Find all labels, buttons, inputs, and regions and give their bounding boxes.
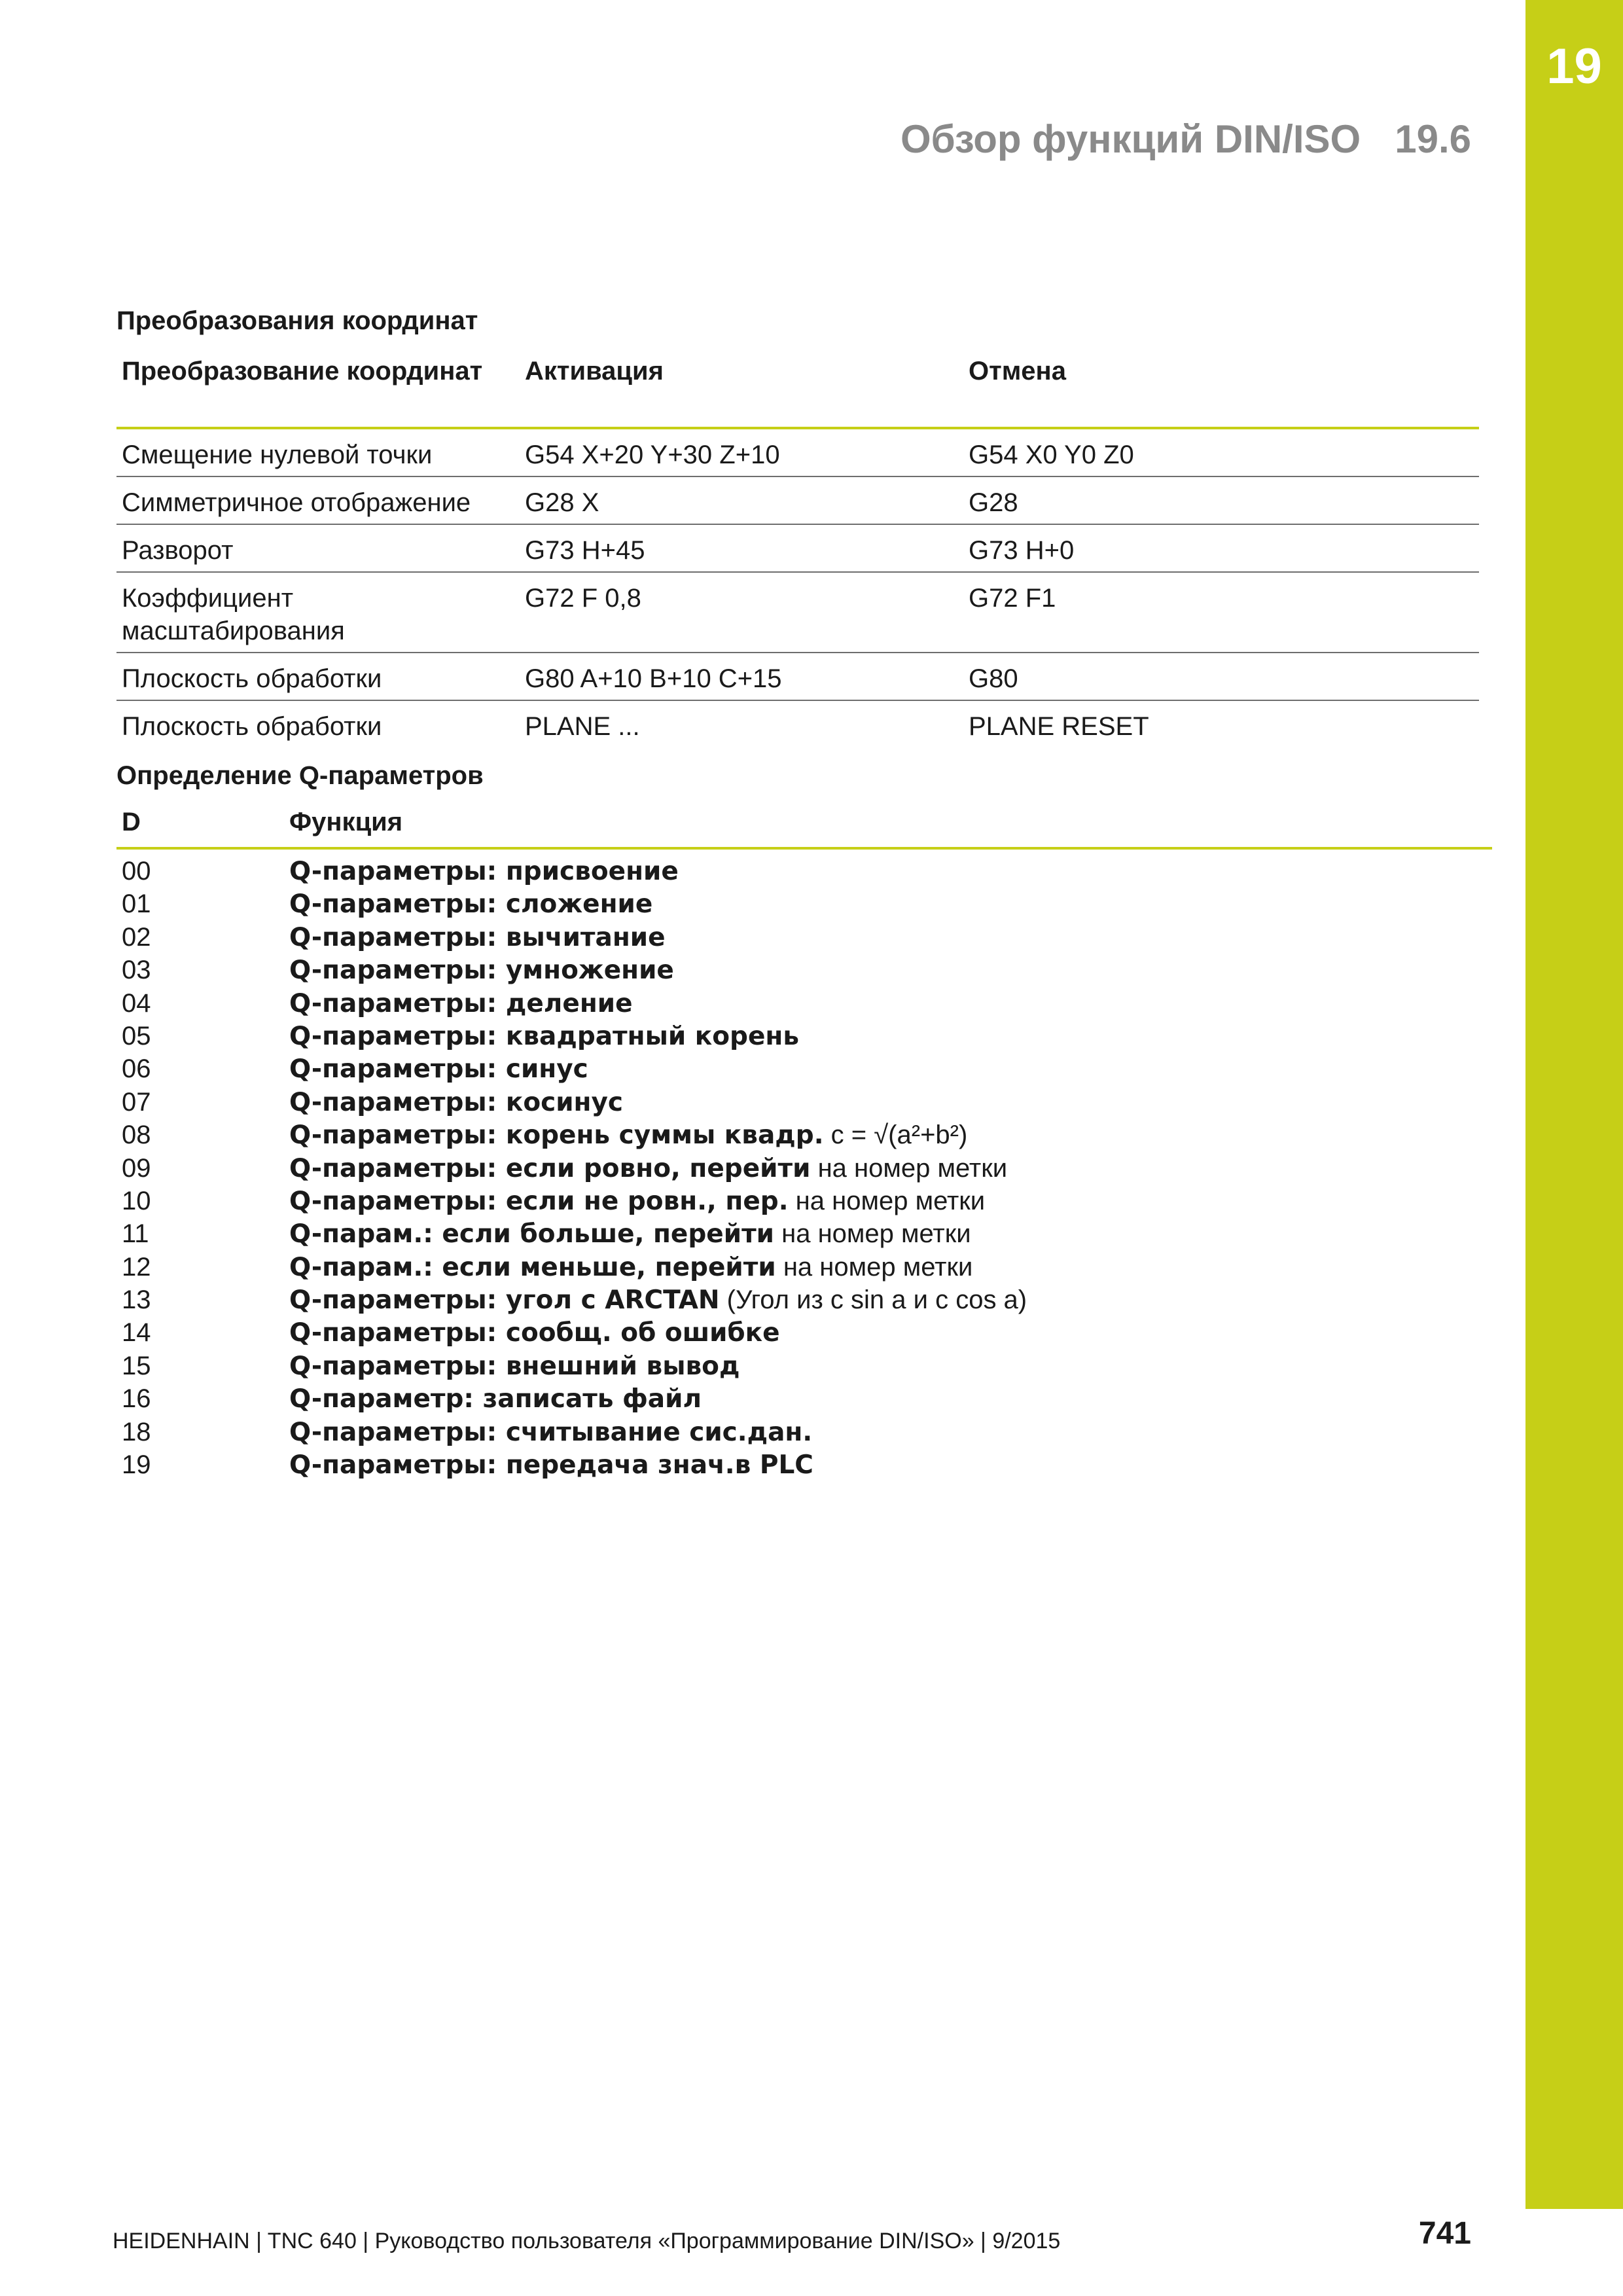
transform-cancel: G73 H+0 [969,536,1075,565]
list-item [116,1217,1492,1250]
q-param-function [289,1448,813,1482]
q-param-function [289,987,633,1020]
q-param-function [289,921,666,954]
q-param-code: 15 [122,1351,151,1380]
q-param-code: 12 [122,1252,151,1282]
q-params-heading: Определение Q-параметров [116,761,484,790]
transform-cancel: G28 [969,488,1018,517]
q-param-function-name: Q-параметры: косинус [289,1087,624,1117]
column-header-d: D [122,808,141,836]
q-param-code: 03 [122,956,151,985]
list-item [116,1020,1492,1052]
q-param-function-name: Q-парам.: если меньше, перейти [289,1252,776,1282]
transform-name: Симметричное отображение [122,488,471,517]
transform-cancel: PLANE RESET [969,712,1149,741]
q-param-code: 18 [122,1417,151,1446]
q-params-list [116,855,1492,1481]
transform-cancel: G80 [969,664,1018,693]
table-row [116,573,1479,653]
chapter-number: 19 [1546,39,1602,94]
column-header-transform: Преобразование координат [122,357,483,386]
q-param-function-name: Q-параметр: записать файл [289,1384,702,1414]
transform-activation: G28 X [525,488,599,517]
q-param-function [289,1217,971,1251]
list-item [116,1251,1492,1283]
q-param-code: 16 [122,1384,151,1414]
q-param-code: 14 [122,1318,151,1348]
transform-name: Плоскость обработки [122,664,382,693]
list-item [116,1382,1492,1415]
q-param-function-name: Q-параметры: сложение [289,889,653,920]
q-param-function-detail: на номер метки [783,1252,973,1282]
page-number: 741 [1418,2216,1471,2251]
transform-name: Коэффициент масштабирования [122,584,345,645]
q-param-code: 06 [122,1054,151,1084]
table-row [116,429,1479,477]
q-param-function [289,1382,702,1416]
q-param-function-name: Q-параметры: деление [289,988,633,1018]
q-param-function [289,888,652,921]
q-param-code: 04 [122,988,151,1018]
q-param-function [289,1251,972,1284]
q-param-function-detail: на номер метки [795,1186,986,1215]
transform-activation: G54 X+20 Y+30 Z+10 [525,440,780,469]
q-param-function-name: Q-параметры: вычитание [289,922,666,952]
transform-name: Разворот [122,536,234,565]
column-header-cancel: Отмена [969,357,1066,386]
q-param-function-name: Q-параметры: если не ровн., пер. [289,1186,789,1216]
list-item [116,1448,1492,1481]
list-item [116,1416,1492,1448]
q-param-code: 11 [122,1219,149,1249]
q-param-function-detail: на номер метки [817,1153,1008,1183]
q-param-code: 01 [122,889,151,919]
q-param-function [289,1185,985,1218]
q-param-function [289,1052,588,1086]
q-param-function-name: Q-параметры: внешний вывод [289,1351,740,1381]
list-item [116,954,1492,986]
header-title: Обзор функций DIN/ISO [900,117,1361,161]
coord-transform-table [116,348,1479,747]
transform-activation: G72 F 0,8 [525,584,641,613]
q-param-code: 13 [122,1285,151,1315]
q-param-function [289,1152,1007,1185]
table-header-row [116,348,1479,429]
q-param-code: 09 [122,1153,151,1183]
list-item [116,1119,1492,1151]
q-param-code: 05 [122,1021,151,1050]
q-param-function [289,1119,967,1152]
q-param-function-name: Q-парам.: если больше, перейти [289,1219,774,1249]
q-param-function [289,954,674,987]
table-row [116,477,1479,525]
list-item [116,855,1492,888]
table-row [116,653,1479,701]
q-param-function [289,855,679,888]
q-param-function-name: Q-параметры: присвоение [289,857,679,886]
list-item [116,1350,1492,1382]
list-item [116,888,1492,920]
q-param-function [289,1283,1027,1317]
table-row [116,701,1479,747]
q-param-function [289,1020,799,1053]
header-section-number: 19.6 [1395,117,1471,161]
coord-transform-heading: Преобразования координат [116,306,478,335]
list-item [116,1283,1492,1316]
q-param-code: 08 [122,1121,151,1150]
q-param-function-detail: (Угол из c sin a и c cos a) [726,1285,1027,1315]
q-param-code: 07 [122,1087,151,1117]
q-param-function-name: Q-параметры: считывание сис.дан. [289,1417,813,1447]
page-footer: HEIDENHAIN | TNC 640 | Руководство пользователя «Программирование DIN/ISO» | 9/2015 [113,2229,1061,2253]
q-param-function-name: Q-параметры: квадратный корень [289,1021,800,1051]
q-param-function [289,1350,740,1383]
list-item [116,1152,1492,1185]
transform-activation: G73 H+45 [525,536,645,565]
page-header [901,117,1471,162]
q-param-function-name: Q-параметры: сообщ. об ошибке [289,1318,780,1348]
q-param-function-name: Q-параметры: если ровно, перейти [289,1153,811,1183]
q-param-code: 02 [122,922,151,952]
transform-activation: G80 A+10 B+10 C+15 [525,664,782,693]
list-item [116,921,1492,954]
list-item [116,987,1492,1020]
q-param-function-detail: c = √(a²+b²) [830,1121,968,1150]
q-param-function [289,1316,780,1350]
q-param-function [289,1086,623,1119]
q-param-function-name: Q-параметры: корень суммы квадр. [289,1121,824,1151]
q-param-function-name: Q-параметры: умножение [289,956,674,986]
transform-cancel: G54 X0 Y0 Z0 [969,440,1134,469]
q-params-header-row [116,800,1492,850]
list-item [116,1086,1492,1119]
q-param-code: 19 [122,1450,151,1480]
q-param-code: 00 [122,857,151,886]
list-item [116,1185,1492,1217]
q-param-function-name: Q-параметры: угол с ARCTAN [289,1285,720,1316]
q-param-function-name: Q-параметры: передача знач.в PLC [289,1450,813,1480]
transform-cancel: G72 F1 [969,584,1056,613]
list-item [116,1052,1492,1085]
transform-name: Смещение нулевой точки [122,440,433,469]
q-param-code: 10 [122,1186,151,1215]
transform-activation: PLANE ... [525,712,640,741]
list-item [116,1316,1492,1349]
q-param-function [289,1416,812,1449]
q-param-function-detail: на номер метки [781,1219,971,1249]
table-row [116,525,1479,573]
transform-name: Плоскость обработки [122,712,382,741]
column-header-function: Функция [289,808,403,836]
q-param-function-name: Q-параметры: синус [289,1054,588,1085]
chapter-side-bar [1525,0,1623,2209]
column-header-activation: Активация [525,357,664,386]
